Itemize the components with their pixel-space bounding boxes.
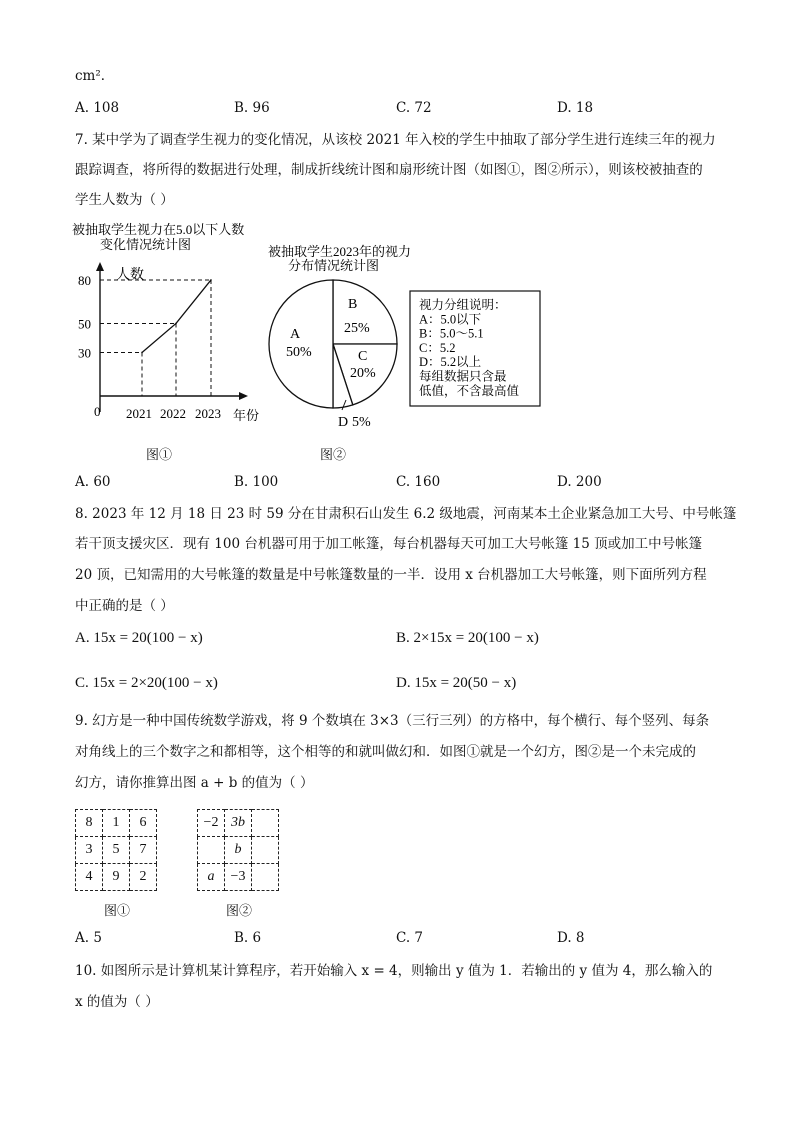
pie-legend-line: B：5.0～5.1 — [419, 326, 484, 341]
grid1-cell: 1 — [103, 810, 130, 837]
x-tick-label: 2021 — [126, 406, 152, 421]
q7-option-c[interactable]: C. 160 — [396, 474, 441, 490]
pie-legend-line: 视力分组说明： — [419, 298, 507, 312]
x-axis-label: 年份 — [233, 408, 260, 423]
y-axis-label: 人数 — [116, 268, 144, 283]
q7-text-line3: 学生人数为（ ） — [75, 192, 174, 208]
q8-text-line3: 20 顶，已知需用的大号帐篷的数量是中号帐篷数量的一半．设用 x 台机器加工大号帐篷，则下面所列方程 — [75, 567, 707, 583]
q8-text-line4: 中正确的是（ ） — [75, 598, 174, 614]
q8-text-line2: 若干顶支援灾区．现有 100 台机器可用于加工帐篷，每台机器每天可加工大号帐篷 15 顶或加工中号帐篷 — [75, 536, 703, 552]
q7-fig2-caption: 图② — [320, 448, 347, 463]
pie-chart-title-line2: 分布情况统计图 — [288, 258, 380, 273]
y-tick-label: 30 — [78, 345, 91, 361]
grid2-cell: b — [225, 837, 252, 864]
q10-text-line2: x 的值为（ ） — [75, 994, 159, 1010]
magic-square-1 — [75, 809, 157, 891]
magic-square-2 — [197, 809, 279, 891]
pie-legend-line: A：5.0以下 — [419, 312, 482, 327]
q7-option-b[interactable]: B. 100 — [234, 474, 279, 490]
grid1-cell: 5 — [103, 837, 130, 864]
q6-option-b[interactable]: B. 96 — [234, 100, 270, 116]
grid2-cell: −2 — [198, 810, 225, 837]
grid2-cell: a — [198, 864, 225, 891]
line-series — [142, 280, 211, 353]
grid1-cell: 8 — [76, 810, 103, 837]
q9-fig1-caption: 图① — [104, 904, 131, 919]
pie-label-b: B — [348, 297, 358, 312]
grid1-cell: 3 — [76, 837, 103, 864]
pie-legend-line: 低值，不含最高值 — [419, 383, 520, 398]
pie-slices — [269, 280, 397, 408]
y-tick-label: 80 — [78, 272, 91, 288]
grid2-cell: 3b — [225, 810, 252, 837]
origin-label: 0 — [94, 404, 101, 419]
pie-chart-figure — [262, 240, 552, 435]
q8-option-a[interactable]: A. 15x = 20(100 − x) — [75, 630, 203, 646]
q6-option-d[interactable]: D. 18 — [557, 100, 594, 116]
line-chart-title-line2: 变化情况统计图 — [100, 237, 192, 252]
pie-pct-a: 50% — [286, 345, 312, 360]
grid2-cell — [252, 864, 279, 891]
pie-label-d: D — [338, 415, 349, 430]
pie-pct-c: 20% — [350, 366, 376, 381]
q9-option-c[interactable]: C. 7 — [396, 930, 424, 946]
grid1-cell: 4 — [76, 864, 103, 891]
q6-option-a[interactable]: A. 108 — [75, 100, 120, 116]
q7-text-line1: 7. 某中学为了调查学生视力的变化情况，从该校 2021 年入校的学生中抽取了部分学生进行连续三年的视力 — [75, 132, 716, 148]
q9-text-line1: 9. 幻方是一种中国传统数学游戏，将 9 个数填在 3×3（三行三列）的方格中，每个横行、每个竖列、每条 — [75, 713, 710, 729]
pie-slice-a — [269, 280, 333, 408]
pie-legend-text — [419, 297, 520, 398]
q9-option-d[interactable]: D. 8 — [557, 930, 585, 946]
q8-option-c[interactable]: C. 15x = 2×20(100 − x) — [75, 675, 218, 691]
grid1-cell: 9 — [103, 864, 130, 891]
y-axis-arrow-icon — [96, 262, 104, 271]
grid2-cell: −3 — [225, 864, 252, 891]
pie-legend-line: C：5.2 — [419, 340, 456, 355]
pie-pct-b: 25% — [344, 321, 370, 336]
area-unit: cm²． — [75, 68, 115, 84]
q7-fig1-caption: 图① — [146, 448, 173, 463]
q8-option-d[interactable]: D. 15x = 20(50 − x) — [396, 675, 517, 691]
q9-text-line2: 对角线上的三个数字之和都相等，这个相等的和就叫做幻和．如图①就是一个幻方，图②是一个未完成的 — [75, 744, 696, 760]
y-tick-label: 50 — [78, 316, 91, 332]
pie-chart-title-line1: 被抽取学生2023年的视力 — [268, 244, 412, 259]
q6-option-c[interactable]: C. 72 — [396, 100, 432, 116]
line-chart-figure — [70, 220, 270, 435]
q8-option-b[interactable]: B. 2×15x = 20(100 − x) — [396, 630, 539, 646]
q9-text-line3: 幻方，请你推算出图 a + b 的值为（ ） — [75, 775, 314, 791]
grid1-cell: 6 — [130, 810, 157, 837]
pie-legend-line: 每组数据只含最 — [419, 369, 507, 384]
q9-fig2-caption: 图② — [226, 904, 253, 919]
line-chart-title-line1: 被抽取学生视力在5.0以下人数 — [72, 222, 245, 237]
pie-pct-d: 5% — [352, 415, 371, 430]
q9-option-b[interactable]: B. 6 — [234, 930, 262, 946]
grid1-cell: 7 — [130, 837, 157, 864]
grid2-cell — [252, 810, 279, 837]
q7-option-d[interactable]: D. 200 — [557, 474, 602, 490]
q7-option-a[interactable]: A. 60 — [75, 474, 111, 490]
grid2-cell — [252, 837, 279, 864]
grid1-cell: 2 — [130, 864, 157, 891]
line-chart-guides — [100, 280, 211, 396]
line-chart-marks — [141, 279, 212, 353]
x-axis-arrow-icon — [239, 392, 248, 400]
q7-text-line2: 跟踪调查，将所得的数据进行处理，制成折线统计图和扇形统计图（如图①，图②所示），则该校被抽查的 — [75, 162, 703, 178]
grid2-cell — [198, 837, 225, 864]
x-tick-label: 2022 — [160, 406, 186, 421]
pie-label-a: A — [290, 327, 301, 342]
q10-text-line1: 10. 如图所示是计算机某计算程序，若开始输入 x = 4，则输出 y 值为 1．若输出的 y 值为 4，那么输入的 — [75, 963, 713, 979]
pie-label-c: C — [358, 349, 368, 364]
q9-option-a[interactable]: A. 5 — [75, 930, 102, 946]
x-tick-label: 2023 — [195, 406, 221, 421]
q8-text-line1: 8. 2023 年 12 月 18 日 23 时 59 分在甘肃积石山发生 6.2 级地震，河南某本土企业紧急加工大号、中号帐篷 — [75, 506, 737, 522]
pie-legend-line: D：5.2以上 — [419, 355, 482, 370]
